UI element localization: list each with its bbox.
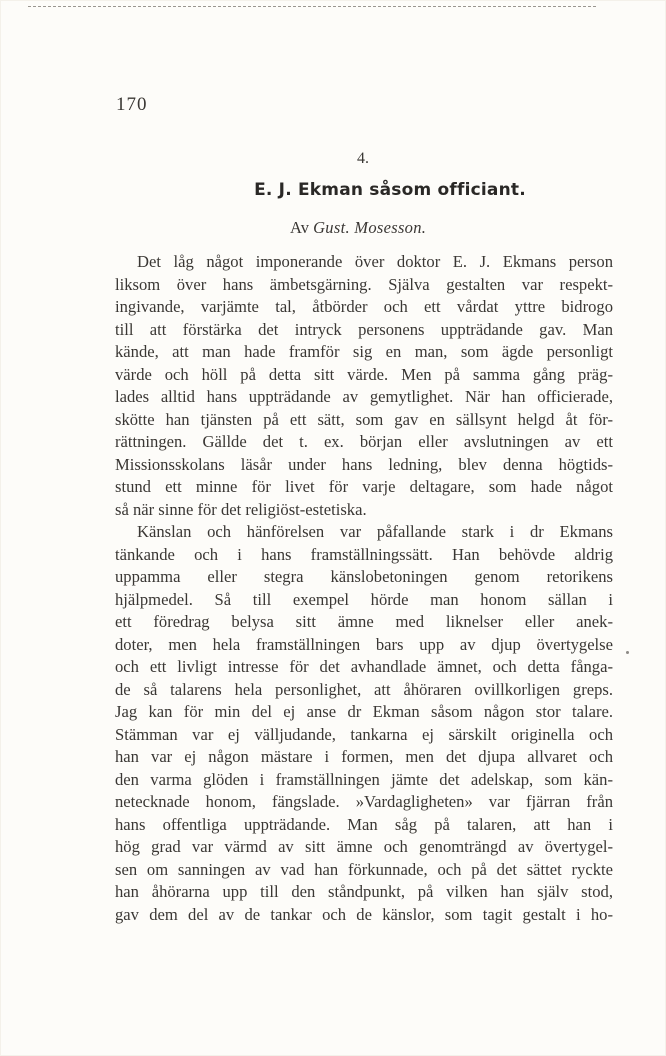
section-number: 4. xyxy=(357,150,369,167)
text-line: Jag kan för min del ej anse dr Ekman såsom någon stor talare. xyxy=(115,702,613,721)
text-line: liksom över hans ämbetsgärning. Själva gestalten var respekt- xyxy=(115,274,613,294)
text-line: doter, men hela framställningen bars upp av djup övertygelse xyxy=(115,634,613,654)
paragraph-2 xyxy=(115,521,613,926)
text-line: den varma glöden i framställningen jämte det adelskap, som kän- xyxy=(115,769,613,789)
page-top-edge-rule xyxy=(28,6,596,7)
text-line: stund ett minne för livet för varje deltagare, som hade något xyxy=(115,477,613,496)
page-number: 170 xyxy=(116,94,148,115)
text-line: så när sinne för det religiöst-estetiska. xyxy=(115,499,367,519)
byline-author: Gust. Mosesson. xyxy=(313,218,427,237)
text-line: till att förstärka det intryck personens uppträdande gav. Man xyxy=(115,319,613,339)
page-blemish xyxy=(626,651,629,654)
text-line: hjälpmedel. Så till exempel hörde man honom sällan i xyxy=(115,589,613,609)
text-line: ingivande, varjämte tal, åtbörder och ett vårdat yttre bidrogo xyxy=(115,297,613,316)
text-line: gav dem del av de tankar och de känslor, som tagit gestalt i ho- xyxy=(115,904,613,924)
text-line: Stämman var ej välljudande, tankarna ej särskilt originella och xyxy=(115,724,613,744)
text-line: uppamma eller stegra känslobetoningen genom retorikens xyxy=(115,567,613,586)
text-line: netecknade honom, fängslade. »Vardagligheten» var fjärran från xyxy=(115,792,613,811)
text-line: ett föredrag belysa sitt ämne med liknelser eller anek- xyxy=(115,612,613,631)
byline xyxy=(290,218,426,238)
text-line: hög grad var värmd av sitt ämne och genomträngd av övertygel- xyxy=(115,837,613,856)
byline-prefix: Av xyxy=(290,218,309,237)
article-body xyxy=(115,251,613,926)
text-line: Det låg något imponerande över doktor E. J. Ekmans person xyxy=(137,252,613,271)
text-line: Känslan och hänförelsen var påfallande stark i dr Ekmans xyxy=(137,522,613,541)
text-line: sen om sanningen av vad han förkunnade, och på det sättet ryckte xyxy=(115,859,613,879)
text-line: kände, att man hade framför sig en man, som ägde personligt xyxy=(115,342,613,361)
text-line: hans offentliga uppträdande. Man såg på talaren, att han i xyxy=(115,814,613,834)
text-line: värde och höll på detta sitt värde. Men på samma gång präg- xyxy=(115,364,613,384)
text-line: de så talarens hela personlighet, att åhöraren ovillkorligen greps. xyxy=(115,679,613,699)
text-line: och ett livligt intresse för det avhandlade ämnet, och detta fånga- xyxy=(115,657,613,676)
text-line: han åhörarna upp till den ståndpunkt, på vilken han själv stod, xyxy=(115,882,613,901)
text-line: han var ej någon mästare i formen, men det djupa allvaret och xyxy=(115,747,613,766)
text-line: tänkande och i hans framställningssätt. Han behövde aldrig xyxy=(115,544,613,564)
paragraph-1 xyxy=(115,251,613,521)
text-line: skötte han tjänsten på ett sätt, som gav en sällsynt helgd åt för- xyxy=(115,409,613,429)
text-line: rättningen. Gällde det t. ex. början eller avslutningen av ett xyxy=(115,432,613,451)
text-line: Missionsskolans läsår under hans ledning, blev denna högtids- xyxy=(115,454,613,474)
text-line: lades alltid hans uppträdande av gemytlighet. När han officierade, xyxy=(115,387,613,406)
article-title: E. J. Ekman såsom officiant. xyxy=(254,180,526,200)
